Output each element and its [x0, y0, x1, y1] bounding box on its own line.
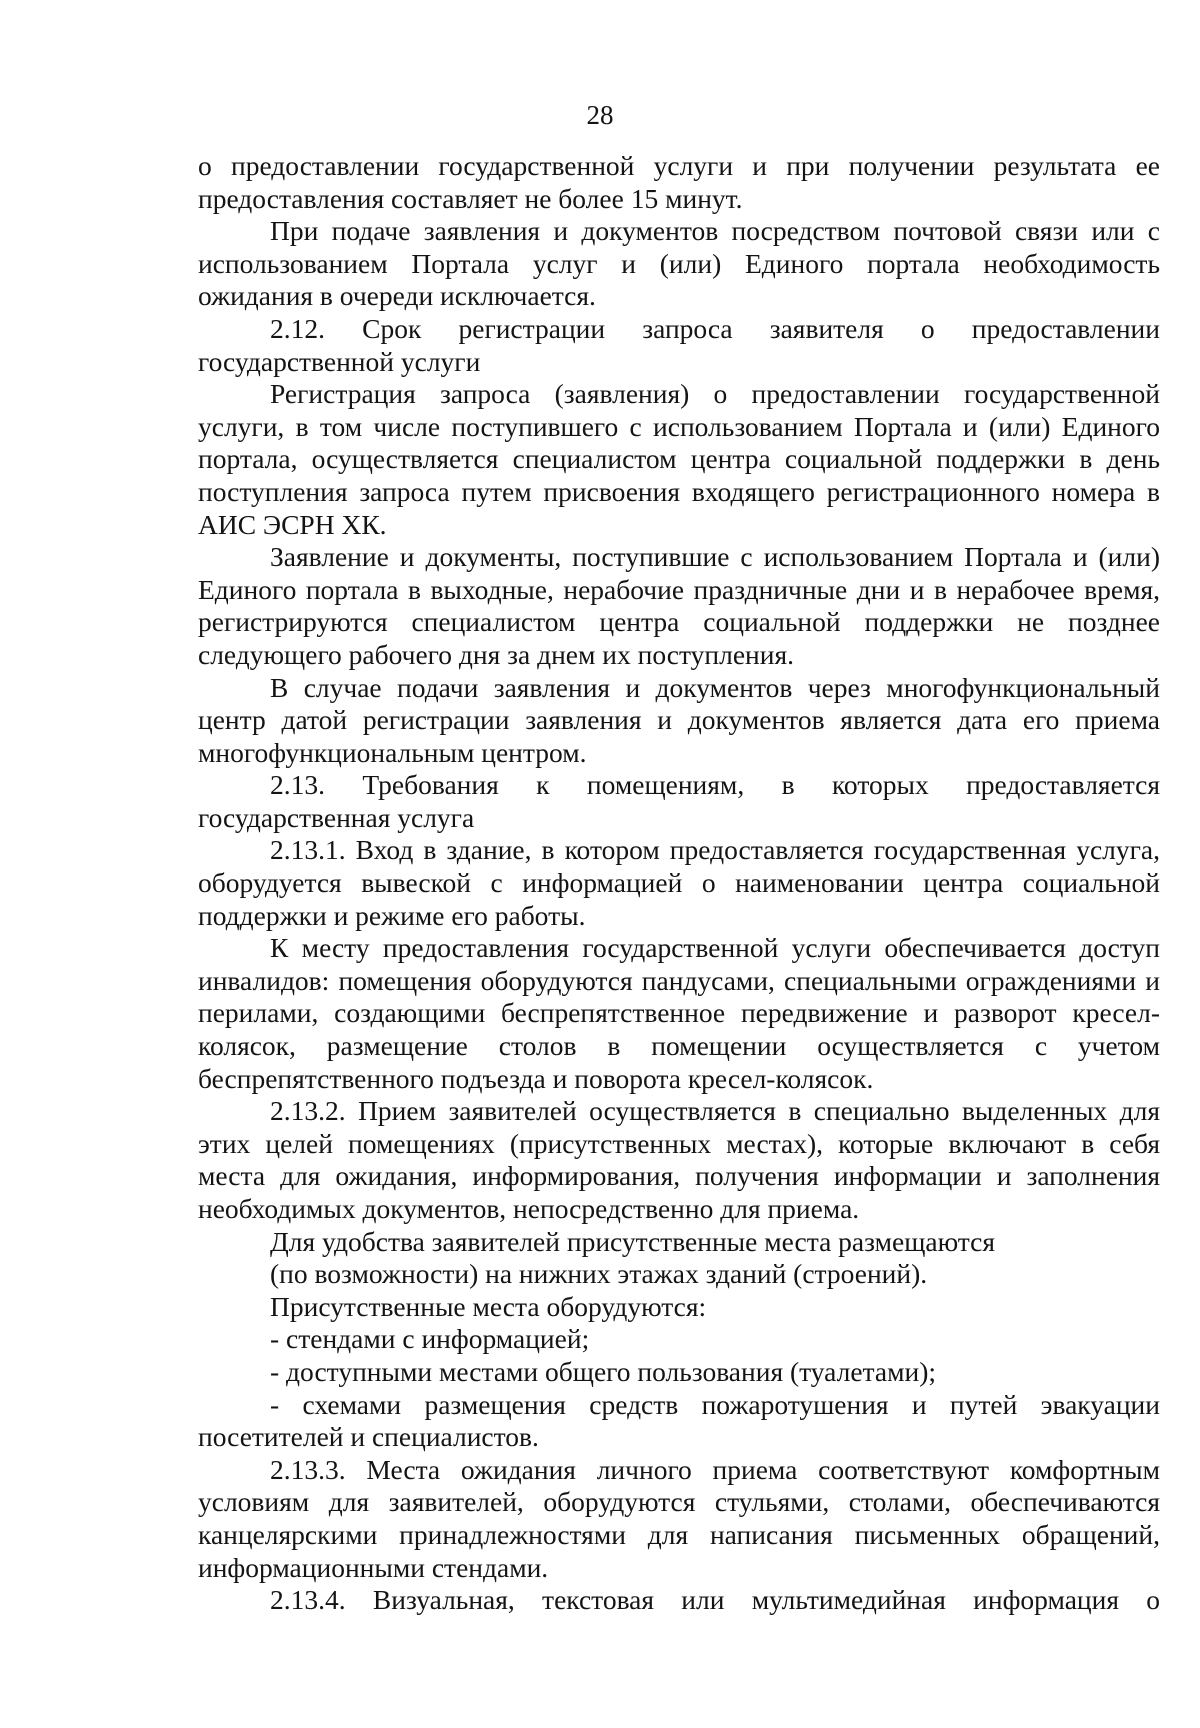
paragraph: 2.13.3. Места ожидания личного приема соответствуют комфортным условиям для заявителей, оборудуются стульями, столами, обеспечиваются канцелярскими принадлежностями для написания письменных обращений, информационными стендами.	[198, 1453, 1160, 1583]
paragraph: Заявление и документы, поступившие с использованием Портала и (или) Единого портала в выходные, нерабочие праздничные дни и в нерабочее время, регистрируются специалистом центра социальной поддержки не позднее следующего рабочего дня за днем их поступления.	[198, 541, 1160, 670]
paragraph: 2.13.2. Прием заявителей осуществляется в специально выделенных для этих целей помещениях (присутственных местах), которые включают в себя места для ожидания, информирования, получения информации и заполнения необходимых документов, непосредственно для приема.	[198, 1095, 1160, 1224]
list-item: - стендами с информацией;	[270, 1323, 590, 1355]
paragraph: 2.13.4. Визуальная, текстовая или мультимедийная информация о	[270, 1584, 1160, 1616]
paragraph: Для удобства заявителей присутственные места размещаются	[270, 1225, 995, 1257]
paragraph: (по возможности) на нижних этажах зданий (строений).	[270, 1258, 928, 1290]
section-heading: 2.13. Требования к помещениям, в которых предоставляется государственная услуга	[198, 769, 1160, 833]
list-item: - схемами размещения средств пожаротушения и путей эвакуации посетителей и специалистов.	[198, 1388, 1160, 1453]
paragraph: К месту предоставления государственной услуги обеспечивается доступ инвалидов: помещения оборудуются пандусами, специальными ограждениями и перилами, создающими беспрепятственное передвижение и разворот кресел-колясок, размещение столов в помещении осуществляется с учетом беспрепятственного подъезда и поворота кресел-колясок.	[198, 932, 1160, 1094]
paragraph: Регистрация запроса (заявления) о предоставлении государственной услуги, в том числе поступившего с использованием Портала и (или) Единого портала, осуществляется специалистом центра социальной поддержки в день поступления запроса путем присвоения входящего регистрационного номера в АИС ЭСРН ХК.	[198, 378, 1160, 540]
document-body	[198, 150, 1160, 1617]
list-item: - доступными местами общего пользования (туалетами);	[270, 1355, 937, 1387]
paragraph: о предоставлении государственной услуги и при получении результата ее предоставления составляет не более 15 минут.	[198, 150, 1160, 214]
paragraph: В случае подачи заявления и документов через многофункциональный центр датой регистрации заявления и документов является дата его приема многофункциональным центром.	[198, 671, 1160, 768]
paragraph: Присутственные места оборудуются:	[270, 1290, 707, 1322]
page-number: 28	[586, 100, 614, 130]
paragraph: При подаче заявления и документов посредством почтовой связи или с использованием Портала услуг и (или) Единого портала необходимость ожидания в очереди исключается.	[198, 215, 1160, 312]
paragraph: 2.12. Срок регистрации запроса заявителя о предоставлении государственной услуги	[198, 312, 1160, 377]
paragraph: 2.13.1. Вход в здание, в котором предоставляется государственная услуга, оборудуется вывеской с информацией о наименовании центра социальной поддержки и режиме его работы.	[198, 834, 1160, 931]
